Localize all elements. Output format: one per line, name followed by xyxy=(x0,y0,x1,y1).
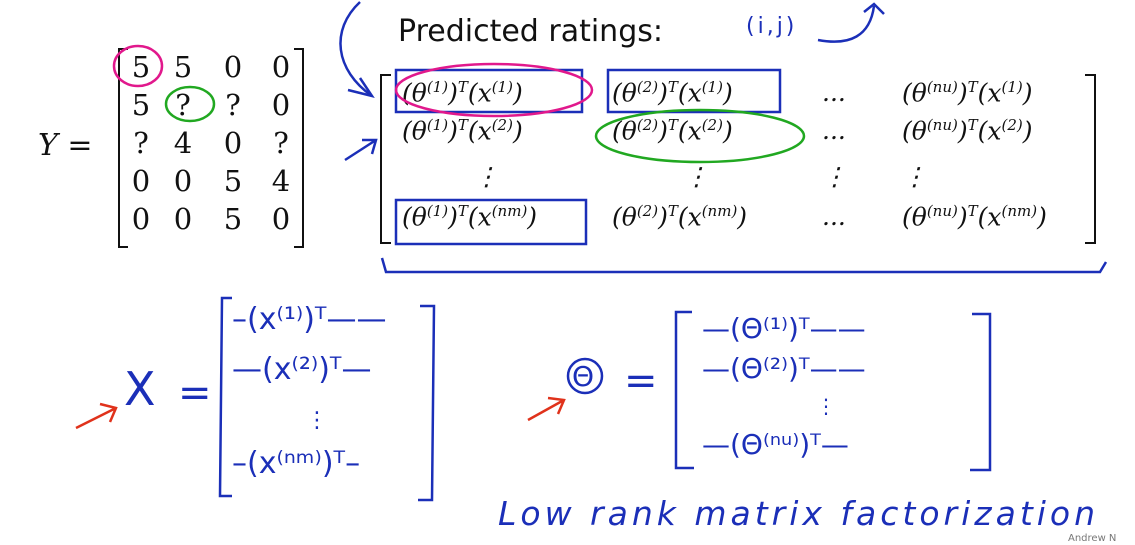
y-cell: 0 xyxy=(173,202,193,236)
x-equals: = xyxy=(178,370,212,416)
pred-entry: ⋮ xyxy=(684,162,709,191)
theta-row: —(Θ⁽²⁾)ᵀ—— xyxy=(702,352,866,385)
pink-circle-pred xyxy=(396,64,592,116)
theta-label: Θ xyxy=(572,360,595,393)
y-label: Y = xyxy=(38,128,93,163)
theta-bracket-left xyxy=(676,312,694,468)
pred-entry: $(\theta^{(1)})^T(x^{(1)})$ xyxy=(402,78,523,108)
y-cell: 5 xyxy=(173,50,193,84)
pred-entry: ⋮ xyxy=(474,162,499,191)
page-title: Predicted ratings: xyxy=(398,14,663,49)
pred-entry: $(\theta^{(2)})^T(x^{(2)})$ xyxy=(612,116,733,146)
y-cell: 4 xyxy=(271,164,291,198)
x-bracket-right xyxy=(418,306,434,500)
curved-arrow-left xyxy=(340,2,372,96)
x-label: X xyxy=(124,362,156,416)
pred-dots: ... xyxy=(822,202,846,231)
y-cell: 0 xyxy=(223,50,243,84)
y-cell: ? xyxy=(133,126,149,160)
y-cell: 4 xyxy=(173,126,193,160)
pred-entry: $(\theta^{(nu)})^T(x^{(2)})$ xyxy=(902,116,1033,146)
x-bracket-left xyxy=(220,298,232,496)
caption: Low rank matrix factorization xyxy=(498,494,1100,533)
pred-entry: $(\theta^{(nu)})^T(x^{(nm)})$ xyxy=(902,202,1047,232)
index-note: (i,j) xyxy=(746,14,798,39)
pink-circle-y xyxy=(114,46,162,86)
x-row: —(x⁽²⁾)ᵀ— xyxy=(232,352,372,387)
y-cell: 0 xyxy=(223,126,243,160)
theta-circle-icon xyxy=(568,359,602,393)
y-cell: 5 xyxy=(223,164,243,198)
y-cell: 0 xyxy=(271,50,291,84)
y-cell: ? xyxy=(175,88,191,122)
theta-row: —(Θ⁽ⁿᵘ⁾)ᵀ— xyxy=(702,428,849,461)
y-cell: 0 xyxy=(271,202,291,236)
y-cell: 0 xyxy=(131,164,151,198)
pred-entry: ⋮ xyxy=(902,162,927,191)
pred-entry: $(\theta^{(2)})^T(x^{(1)})$ xyxy=(612,78,733,108)
y-cell: ? xyxy=(225,88,241,122)
credit: Andrew N xyxy=(1068,533,1117,544)
box-c1-r1 xyxy=(396,70,582,112)
x-row: –(x⁽ⁿᵐ⁾)ᵀ– xyxy=(232,446,361,481)
x-row: ⋮ xyxy=(306,408,328,433)
pred-entry: $(\theta^{(1)})^T(x^{(2)})$ xyxy=(402,116,523,146)
pred-dots: ... xyxy=(822,116,846,145)
y-cell: 0 xyxy=(173,164,193,198)
pred-entry: $(\theta^{(2)})^T(x^{(nm)})$ xyxy=(612,202,748,232)
pred-entry: $(\theta^{(nu)})^T(x^{(1)})$ xyxy=(902,78,1033,108)
theta-row: ⋮ xyxy=(816,394,836,418)
theta-row: —(Θ⁽¹⁾)ᵀ—— xyxy=(702,312,866,345)
y-cell: 5 xyxy=(131,50,151,84)
pred-dots: ... xyxy=(822,78,846,107)
box-c2-r1 xyxy=(608,70,780,112)
box-c1-r4 xyxy=(396,200,586,244)
theta-equals: = xyxy=(624,358,658,404)
y-cell: 5 xyxy=(131,88,151,122)
y-cell: ? xyxy=(273,126,289,160)
pred-dots: ⋮ xyxy=(822,162,847,191)
row2-arrow xyxy=(345,140,376,160)
pred-entry: $(\theta^{(1)})^T(x^{(nm)})$ xyxy=(402,202,538,232)
red-arrow-theta xyxy=(528,398,564,420)
theta-bracket-right xyxy=(970,314,990,470)
y-cell: 0 xyxy=(271,88,291,122)
green-circle-y xyxy=(166,87,214,121)
red-arrow-x xyxy=(76,404,116,428)
pred-underbrace xyxy=(382,258,1106,272)
y-cell: 0 xyxy=(131,202,151,236)
x-row: –(x⁽¹⁾)ᵀ—— xyxy=(232,302,387,337)
green-circle-pred xyxy=(596,110,804,162)
y-cell: 5 xyxy=(223,202,243,236)
